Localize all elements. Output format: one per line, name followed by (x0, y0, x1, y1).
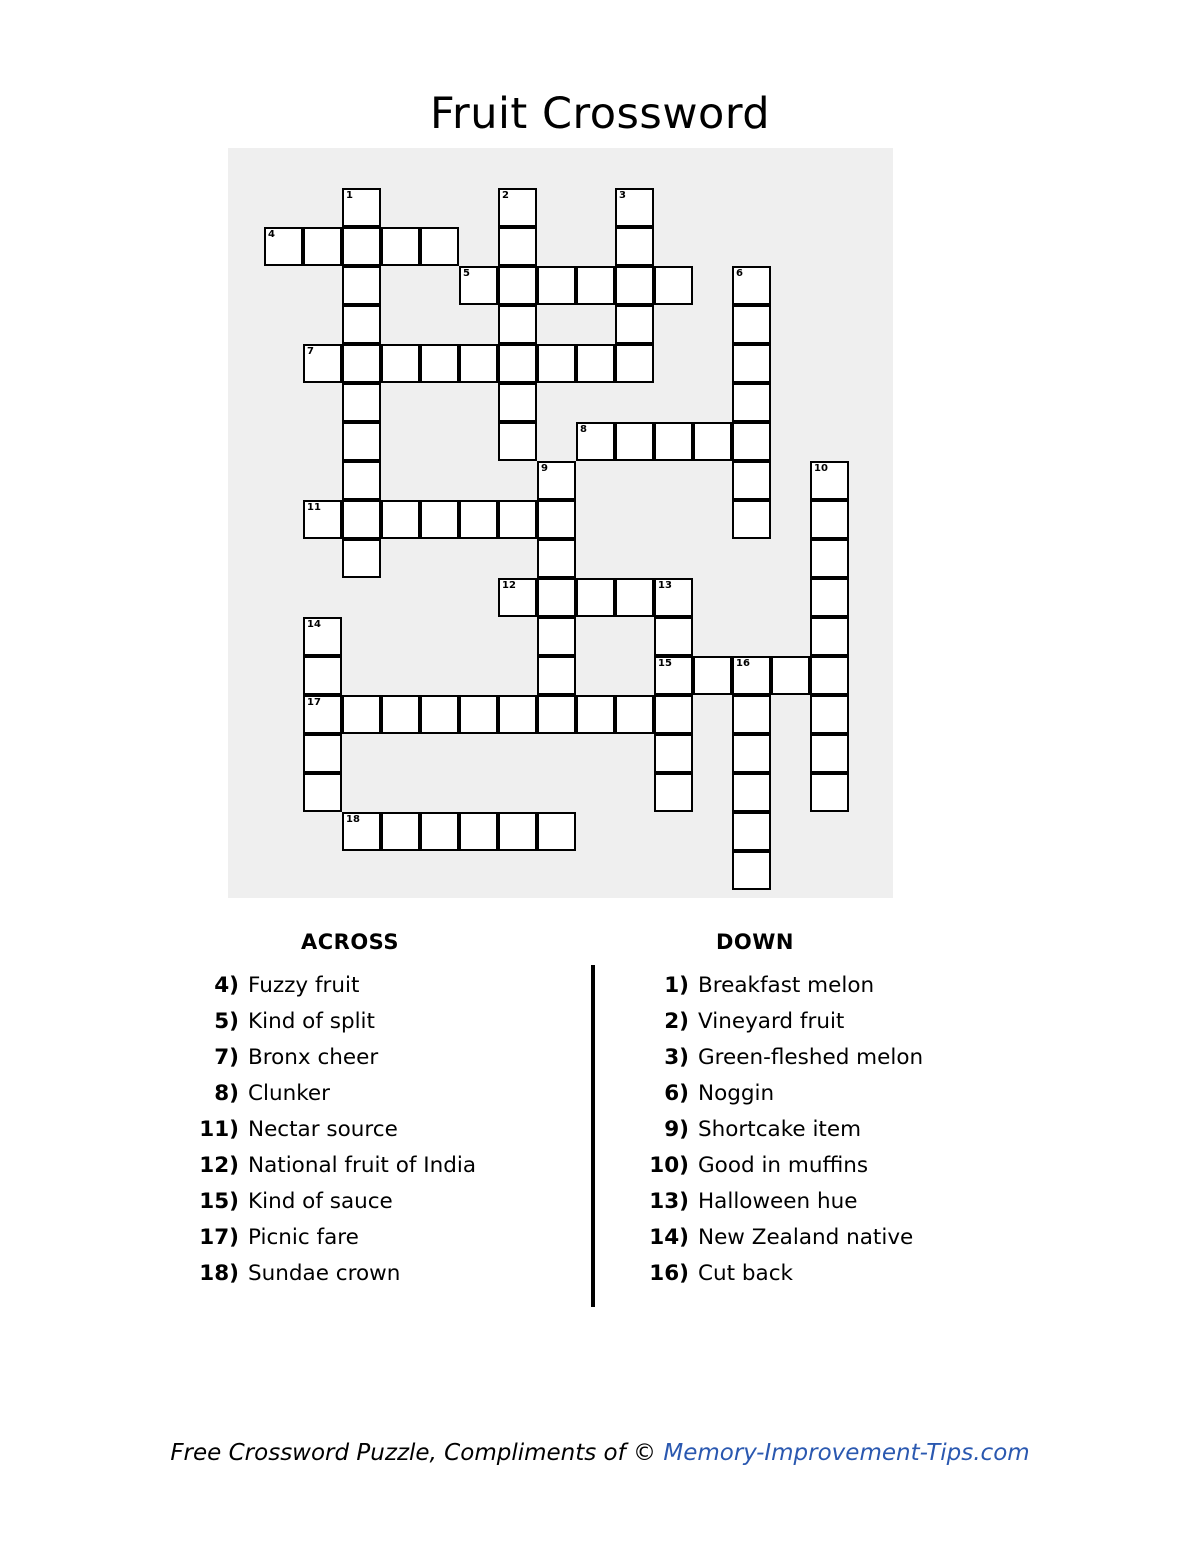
clue-number: 10) (649, 1153, 689, 1178)
grid-cell[interactable] (615, 227, 654, 266)
clue-text: Sundae crown (248, 1261, 401, 1286)
grid-cell[interactable] (654, 656, 693, 695)
clue-number: 4) (214, 973, 239, 998)
grid-cell[interactable] (654, 422, 693, 461)
grid-cell[interactable] (732, 422, 771, 461)
grid-cell[interactable] (615, 305, 654, 344)
clue-number: 15) (199, 1189, 239, 1214)
grid-cell[interactable] (381, 500, 420, 539)
down-heading: DOWN (715, 930, 795, 954)
grid-cell[interactable] (342, 227, 381, 266)
clue-text: Kind of sauce (248, 1189, 393, 1214)
clue-text: Nectar source (248, 1117, 398, 1142)
grid-cell[interactable] (810, 734, 849, 773)
footer-prefix: Free Crossword Puzzle, Compliments of © (170, 1440, 664, 1466)
grid-cell[interactable] (498, 578, 537, 617)
grid-cell[interactable] (537, 695, 576, 734)
grid-cell[interactable] (576, 344, 615, 383)
grid-cell-number: 1 (346, 190, 353, 201)
grid-cell[interactable] (498, 344, 537, 383)
grid-cell[interactable] (537, 461, 576, 500)
clue-item[interactable] (600, 1189, 1000, 1214)
grid-cell-number: 12 (502, 580, 516, 591)
grid-cell[interactable] (810, 617, 849, 656)
grid-cell[interactable] (498, 500, 537, 539)
grid-cell[interactable] (342, 500, 381, 539)
clue-item[interactable] (180, 1261, 580, 1286)
clue-number: 5) (214, 1009, 239, 1034)
grid-cell[interactable] (732, 656, 771, 695)
grid-cell[interactable] (576, 578, 615, 617)
grid-cell[interactable] (615, 578, 654, 617)
clue-item[interactable] (180, 1009, 580, 1034)
down-clue-column (600, 930, 1000, 1297)
grid-cell[interactable] (732, 695, 771, 734)
grid-cell-number: 7 (307, 346, 314, 357)
grid-cell-number: 9 (541, 463, 548, 474)
grid-cell[interactable] (498, 227, 537, 266)
grid-cell[interactable] (576, 266, 615, 305)
clue-item[interactable] (600, 973, 1000, 998)
across-clue-list (180, 973, 580, 1286)
grid-cell[interactable] (342, 383, 381, 422)
grid-cell[interactable] (420, 695, 459, 734)
grid-cell[interactable] (654, 773, 693, 812)
grid-cell[interactable] (459, 266, 498, 305)
grid-cell-number: 3 (619, 190, 626, 201)
clue-lists (180, 930, 1020, 1310)
grid-cell-number: 6 (736, 268, 743, 279)
grid-cell[interactable] (732, 266, 771, 305)
grid-cell[interactable] (615, 344, 654, 383)
grid-cell[interactable] (303, 656, 342, 695)
grid-cell[interactable] (615, 422, 654, 461)
across-heading: ACROSS (301, 930, 399, 954)
clue-item[interactable] (600, 1261, 1000, 1286)
clue-text: Fuzzy fruit (248, 973, 360, 998)
clue-item[interactable] (600, 1153, 1000, 1178)
grid-cell[interactable] (342, 695, 381, 734)
grid-cell[interactable] (381, 227, 420, 266)
grid-cell[interactable] (615, 266, 654, 305)
clue-number: 17) (199, 1225, 239, 1250)
grid-cell[interactable] (732, 734, 771, 773)
grid-cell[interactable] (732, 812, 771, 851)
grid-cell[interactable] (537, 656, 576, 695)
grid-cell[interactable] (732, 461, 771, 500)
grid-cell[interactable] (732, 851, 771, 890)
grid-cell[interactable] (732, 773, 771, 812)
clue-item[interactable] (600, 1117, 1000, 1142)
grid-cell[interactable] (810, 461, 849, 500)
grid-cell[interactable] (498, 812, 537, 851)
clue-text: Cut back (698, 1261, 793, 1286)
clue-number: 9) (664, 1117, 689, 1142)
grid-cell[interactable] (303, 500, 342, 539)
grid-cell[interactable] (459, 500, 498, 539)
grid-cell[interactable] (459, 812, 498, 851)
grid-cell[interactable] (342, 539, 381, 578)
clue-text: Kind of split (248, 1009, 375, 1034)
clue-text: Bronx cheer (248, 1045, 379, 1070)
crossword-grid-panel (228, 148, 893, 898)
grid-cell[interactable] (771, 656, 810, 695)
grid-cell[interactable] (381, 695, 420, 734)
grid-cell[interactable] (459, 695, 498, 734)
clue-text: National fruit of India (248, 1153, 477, 1178)
clue-text: New Zealand native (698, 1225, 914, 1250)
clue-text: Halloween hue (698, 1189, 858, 1214)
grid-cell-number: 15 (658, 658, 672, 669)
clue-number: 13) (649, 1189, 689, 1214)
clue-item[interactable] (600, 1225, 1000, 1250)
grid-cell-number: 13 (658, 580, 672, 591)
grid-cell[interactable] (615, 188, 654, 227)
clue-number: 3) (664, 1045, 689, 1070)
clue-column-divider (591, 965, 595, 1307)
clue-number: 14) (649, 1225, 689, 1250)
grid-cell-number: 2 (502, 190, 509, 201)
grid-cell[interactable] (654, 617, 693, 656)
grid-cell[interactable] (732, 305, 771, 344)
grid-cell-number: 8 (580, 424, 587, 435)
clue-item[interactable] (180, 1045, 580, 1070)
clue-text: Green-fleshed melon (698, 1045, 924, 1070)
grid-cell[interactable] (654, 734, 693, 773)
clue-number: 7) (214, 1045, 239, 1070)
grid-cell[interactable] (303, 695, 342, 734)
grid-cell[interactable] (732, 344, 771, 383)
grid-cell[interactable] (498, 188, 537, 227)
clue-text: Vineyard fruit (698, 1009, 845, 1034)
grid-cell[interactable] (303, 227, 342, 266)
grid-cell-number: 4 (268, 229, 275, 240)
grid-cell[interactable] (537, 812, 576, 851)
grid-cell[interactable] (342, 461, 381, 500)
grid-cell[interactable] (459, 344, 498, 383)
clue-text: Shortcake item (698, 1117, 862, 1142)
grid-cell[interactable] (576, 695, 615, 734)
clue-item[interactable] (180, 1189, 580, 1214)
clue-item[interactable] (180, 973, 580, 998)
grid-cell[interactable] (810, 695, 849, 734)
grid-cell[interactable] (654, 266, 693, 305)
grid-cell[interactable] (420, 812, 459, 851)
grid-cell[interactable] (342, 344, 381, 383)
clue-text: Good in muffins (698, 1153, 869, 1178)
grid-cell[interactable] (810, 578, 849, 617)
grid-cell[interactable] (264, 227, 303, 266)
grid-cell-number: 11 (307, 502, 321, 513)
grid-cell[interactable] (498, 383, 537, 422)
grid-cell[interactable] (498, 422, 537, 461)
clue-text: Clunker (248, 1081, 330, 1106)
down-clue-list (600, 973, 1000, 1286)
crossword-grid[interactable] (228, 148, 893, 898)
grid-cell[interactable] (342, 305, 381, 344)
footer-site-link[interactable]: Memory-Improvement-Tips.com (663, 1440, 1030, 1466)
clue-number: 2) (664, 1009, 689, 1034)
clue-text: Noggin (698, 1081, 775, 1106)
grid-cell[interactable] (615, 695, 654, 734)
grid-cell[interactable] (420, 227, 459, 266)
clue-item[interactable] (600, 1081, 1000, 1106)
clue-number: 6) (664, 1081, 689, 1106)
grid-cell[interactable] (303, 617, 342, 656)
grid-cell[interactable] (693, 422, 732, 461)
clue-number: 11) (199, 1117, 239, 1142)
grid-cell[interactable] (537, 617, 576, 656)
footer-credit (0, 1440, 1200, 1466)
clue-number: 18) (199, 1261, 239, 1286)
grid-cell[interactable] (342, 422, 381, 461)
clue-number: 1) (664, 973, 689, 998)
grid-cell-number: 10 (814, 463, 828, 474)
grid-cell[interactable] (381, 344, 420, 383)
grid-cell[interactable] (498, 305, 537, 344)
clue-item[interactable] (600, 1045, 1000, 1070)
grid-cell[interactable] (498, 695, 537, 734)
clue-item[interactable] (600, 1009, 1000, 1034)
grid-cell[interactable] (381, 812, 420, 851)
grid-cell-number: 14 (307, 619, 321, 630)
grid-cell[interactable] (420, 500, 459, 539)
clue-item[interactable] (180, 1153, 580, 1178)
clue-number: 12) (199, 1153, 239, 1178)
grid-cell[interactable] (537, 344, 576, 383)
grid-cell-number: 18 (346, 814, 360, 825)
grid-cell[interactable] (303, 734, 342, 773)
grid-cell[interactable] (537, 539, 576, 578)
grid-cell-number: 17 (307, 697, 321, 708)
grid-cell[interactable] (732, 383, 771, 422)
grid-cell[interactable] (576, 422, 615, 461)
page-title: Fruit Crossword (429, 88, 771, 139)
grid-cell-number: 5 (463, 268, 470, 279)
grid-cell[interactable] (342, 812, 381, 851)
grid-cell[interactable] (654, 578, 693, 617)
grid-cell[interactable] (810, 539, 849, 578)
clue-number: 16) (649, 1261, 689, 1286)
grid-cell-number: 16 (736, 658, 750, 669)
clue-item[interactable] (180, 1081, 580, 1106)
across-clue-column (180, 930, 580, 1297)
grid-cell[interactable] (810, 773, 849, 812)
grid-cell[interactable] (537, 266, 576, 305)
grid-cell[interactable] (537, 578, 576, 617)
grid-cell[interactable] (303, 344, 342, 383)
grid-cell[interactable] (732, 500, 771, 539)
clue-number: 8) (214, 1081, 239, 1106)
grid-cell[interactable] (420, 344, 459, 383)
grid-cell[interactable] (303, 773, 342, 812)
grid-cell[interactable] (342, 266, 381, 305)
grid-cell[interactable] (498, 266, 537, 305)
grid-cell[interactable] (537, 500, 576, 539)
grid-cell[interactable] (654, 695, 693, 734)
clue-text: Picnic fare (248, 1225, 359, 1250)
clue-item[interactable] (180, 1117, 580, 1142)
clue-text: Breakfast melon (698, 973, 875, 998)
grid-cell[interactable] (810, 500, 849, 539)
grid-cell[interactable] (693, 656, 732, 695)
grid-cell[interactable] (810, 656, 849, 695)
grid-cell[interactable] (342, 188, 381, 227)
clue-item[interactable] (180, 1225, 580, 1250)
